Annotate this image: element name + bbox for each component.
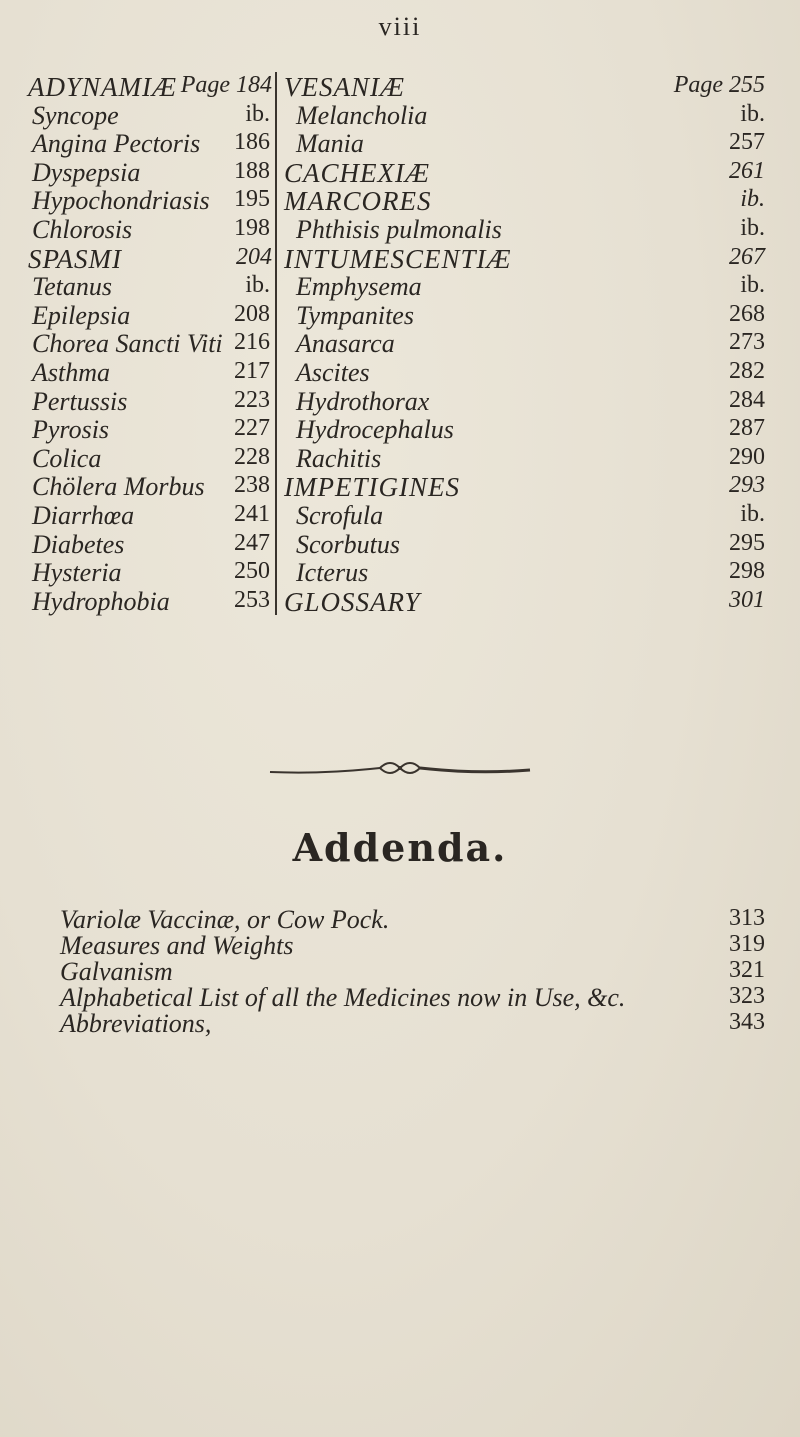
entry-page-number: ib. — [740, 100, 765, 127]
entry-page-number: 295 — [729, 529, 765, 556]
entry-page-number: 198 — [234, 214, 270, 241]
entry-title: SPASMI — [28, 243, 122, 274]
entry-page-number: 301 — [729, 586, 765, 613]
entry-title: Colica — [32, 443, 102, 473]
entry-title: Hysteria — [32, 558, 122, 588]
entry-page-number: 293 — [729, 472, 765, 499]
entry-page-number: 223 — [234, 386, 270, 413]
entry-title: Scrofula — [296, 500, 384, 530]
entry-title: Chölera Morbus — [32, 472, 205, 502]
entry-title: Emphysema — [296, 272, 422, 302]
entry-title: Syncope — [32, 100, 119, 130]
entry-title: Chlorosis — [32, 214, 133, 244]
addenda-row — [0, 931, 800, 960]
contents-row — [0, 558, 800, 587]
contents-row — [0, 358, 800, 387]
addenda-row — [0, 905, 800, 934]
entry-page-number: ib. — [740, 500, 765, 527]
entry-page-number: ib. — [740, 214, 765, 241]
entry-page-number: 247 — [234, 529, 270, 556]
addenda-entry-page-number: 343 — [729, 1009, 765, 1035]
addenda-entry-page-number: 321 — [729, 957, 765, 983]
entry-page-number: 287 — [729, 415, 765, 442]
contents-row — [0, 72, 800, 101]
entry-page-number: 227 — [234, 415, 270, 442]
entry-title: Tympanites — [296, 300, 414, 330]
entry-title: Hydrophobia — [32, 586, 170, 616]
addenda-entry-title: Galvanism — [60, 957, 173, 986]
contents-row — [0, 415, 800, 444]
entry-page-number: ib. — [740, 272, 765, 299]
entry-title: Hydrothorax — [296, 386, 430, 416]
addenda-entry-title: Variolæ Vaccinæ, or Cow Pock. — [60, 905, 390, 934]
entry-page-number: ib. — [245, 100, 270, 127]
contents-row — [0, 301, 800, 330]
entry-page-number: 257 — [729, 129, 765, 156]
addenda-row — [0, 957, 800, 986]
entry-title: Pyrosis — [32, 415, 110, 445]
entry-page-number: 208 — [234, 300, 270, 327]
entry-title: Ascites — [296, 357, 370, 387]
entry-page-number: 186 — [234, 129, 270, 156]
addenda-entry-page-number: 319 — [729, 931, 765, 957]
entry-page-number: Page 255 — [673, 72, 765, 98]
entry-title: Chorea Sancti Viti — [32, 329, 223, 359]
entry-title: Anasarca — [296, 329, 395, 359]
entry-title: Melancholia — [296, 100, 428, 130]
entry-page-number: 204 — [236, 243, 272, 270]
entry-page-number: 267 — [729, 243, 765, 270]
entry-title: Icterus — [296, 558, 369, 588]
entry-title: Tetanus — [32, 272, 112, 302]
entry-page-number: 238 — [234, 472, 270, 499]
entry-page-number: 195 — [234, 186, 270, 213]
entry-page-number: ib. — [740, 186, 765, 213]
contents-row — [0, 387, 800, 416]
contents-row — [0, 587, 800, 616]
addenda-entry-title: Alphabetical List of all the Medicines now in Use, &c. — [60, 983, 626, 1012]
page-folio: viii — [378, 12, 422, 41]
contents-row — [0, 530, 800, 559]
entry-page-number: 188 — [234, 157, 270, 184]
contents-row — [0, 129, 800, 158]
entry-title: Mania — [296, 129, 364, 159]
entry-title: VESANIÆ — [284, 72, 405, 102]
contents-row — [0, 501, 800, 530]
contents-row — [0, 215, 800, 244]
entry-title: GLOSSARY — [284, 586, 421, 617]
entry-page-number: 217 — [234, 357, 270, 384]
entry-title: Hypochondriasis — [32, 186, 210, 216]
addenda-entry-page-number: 313 — [729, 905, 765, 931]
entry-page-number: 290 — [729, 443, 765, 470]
addenda-list — [0, 905, 800, 1038]
entry-page-number: 268 — [729, 300, 765, 327]
contents-row — [0, 472, 800, 501]
addenda-entry-page-number: 323 — [729, 983, 765, 1009]
contents-row — [0, 244, 800, 273]
entry-page-number: 261 — [729, 157, 765, 184]
ornamental-rule — [260, 756, 540, 784]
entry-title: ADYNAMIÆ — [28, 72, 177, 102]
entry-title: MARCORES — [284, 186, 432, 217]
contents-row — [0, 186, 800, 215]
contents-row — [0, 158, 800, 187]
entry-title: Diabetes — [32, 529, 125, 559]
entry-title: CACHEXIÆ — [284, 157, 430, 188]
entry-page-number: 282 — [729, 357, 765, 384]
addenda-row — [0, 983, 800, 1012]
contents-row — [0, 101, 800, 130]
addenda-entry-title: Measures and Weights — [60, 931, 294, 960]
addenda-heading: Addenda. — [292, 825, 508, 870]
entry-title: INTUMESCENTIÆ — [284, 243, 512, 274]
entry-page-number: 216 — [234, 329, 270, 356]
entry-page-number: 284 — [729, 386, 765, 413]
entry-title: Asthma — [32, 357, 110, 387]
entry-page-number: ib. — [245, 272, 270, 299]
contents-row — [0, 329, 800, 358]
entry-page-number: 250 — [234, 558, 270, 585]
entry-title: Angina Pectoris — [32, 129, 201, 159]
entry-title: Dyspepsia — [32, 157, 141, 187]
entry-title: Hydrocephalus — [296, 415, 454, 445]
entry-page-number: Page 184 — [180, 72, 272, 98]
contents-table — [0, 72, 800, 615]
entry-page-number: 273 — [729, 329, 765, 356]
entry-title: Scorbutus — [296, 529, 400, 559]
entry-page-number: 228 — [234, 443, 270, 470]
entry-page-number: 253 — [234, 586, 270, 613]
entry-title: Diarrhœa — [32, 500, 135, 530]
contents-row — [0, 272, 800, 301]
entry-page-number: 298 — [729, 558, 765, 585]
entry-title: Rachitis — [296, 443, 382, 473]
entry-page-number: 241 — [234, 500, 270, 527]
entry-title: IMPETIGINES — [284, 472, 460, 503]
contents-row — [0, 444, 800, 473]
addenda-entry-title: Abbreviations, — [60, 1009, 212, 1038]
entry-title: Epilepsia — [32, 300, 131, 330]
entry-title: Pertussis — [32, 386, 128, 416]
entry-title: Phthisis pulmonalis — [296, 214, 502, 244]
addenda-row — [0, 1009, 800, 1038]
